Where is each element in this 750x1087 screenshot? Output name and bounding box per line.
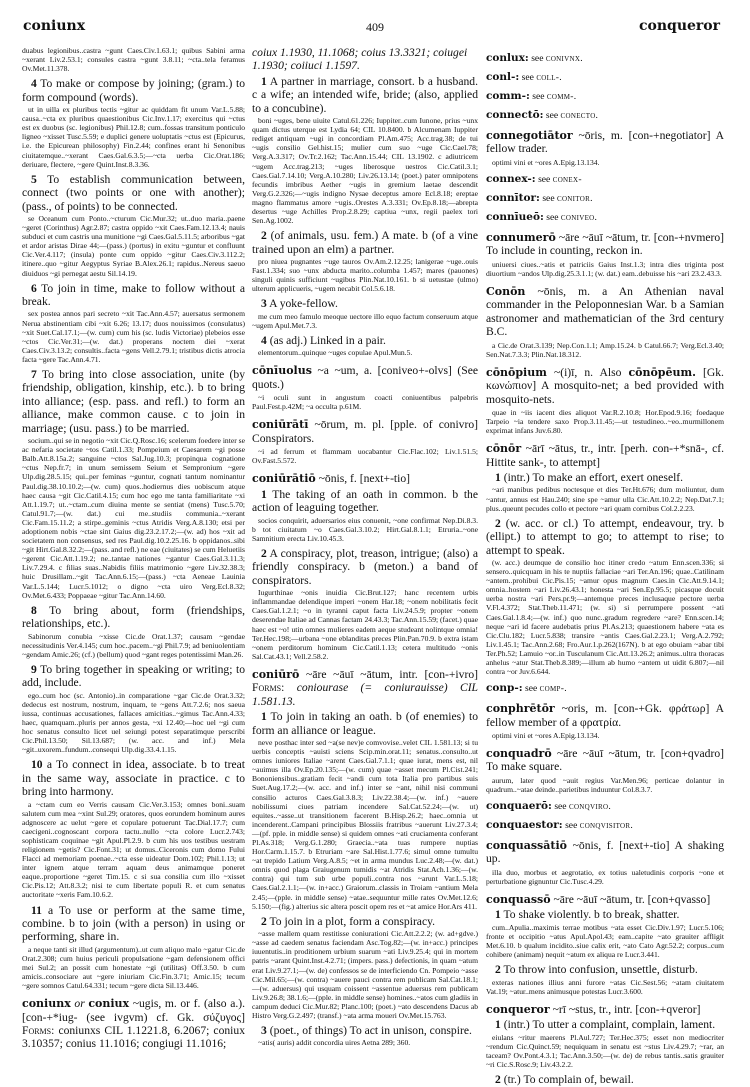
headword: coniūrātiō [252,472,316,486]
headword-variant: coniux [88,997,130,1011]
sense-definition: 7 To bring into close association, unite (by friendship, obligation, kinship, etc.). b to bring into alliance; (esp. pass. and refl.) to form an alliance, make common cause. c to join in marriage; (usu. pass.) to be married. [22,368,245,435]
entry-conphretor: conphrētōr ~oris, m. [con-+Gk. φράτωρ] A fellow member of a φρατρία. optimi vini et ~ores A.Epig.13.134. [486,702,724,740]
forms: coniunxs CIL 1.1221.8, 6.2067; coniux 3.10357; conius 11.1016; congiugi 11.1016; [22,1024,245,1051]
xref-link[interactable]: conex- [552,173,582,185]
entry-conor: cōnōr ~ārī ~ātus, tr., intr. [perh. con-+*snā-, cf. Hittite sank-, to attempt] 1 (intr.) To make an effort, exert oneself. ~ari manibus pedibus noctesque et dies Ter.Ht.676; dum moliuntur, dum ~antur, annus est Hau.240; sine spe ~amur ulla Cic.Att.10.2.2; Nep.Dat.7.1; plus..queunt pecudes collo et pectore ~ari quam cornibus Col.2.2.23. 2 (w. acc. or cl.) To attempt, endeavour, try. b (ellipt.) to attempt to go; to attempt to rise; to attempt to speak. (w. acc.) deumque de consilio hoc itiner credo ~atum Enn.scen.336; si sensero..quicquam in his te nuptiis fallaciae ~ari Ter.An.196; quae..Catilinam ~antem..prohibui Cic.Pis.15; ~amur opus magnum Caes.in Cic.Att.9.14.1; omnia..hostem ~ari Liv.26.43.1; honesta ~ari Sen.Ep.95.5; picasque docuit uerba nostra ~ari Pers.pr.9;—antemque preces inclusaque pectore uerba V.Fl.4.372; Stat.Theb.11.471; (w. si) si perrumpere possent ~ati Caes.Gal.1.8.4;—(w. inf.) quo nunc..gradum regredere ~are? Enn.scen.14; neque ~ari id facere audebatis prius Pl.As.213; quaestionem habere ~ata es Cic.Clu.182; Lucr.5.838; transire ~antis Caes.Gal.2.23.1; Verg.A.2.792; Liv.1.45.1; Tac.Ann.2.68; Fro.Aur.1.p.262(167N). b at ego obuiam ~abar tibi Ter.Ph.52; Lamuio ~or..in Tusculanum Cic.Att.13.26.2; animus..ultra thoracas anhelus ~atur Stat.Theb.8.389;—illum ab humo ~antem ut uidit 6.807;—nil contra ~or Juv.6.644. [486,442,724,677]
headword: coniunx [22,997,71,1011]
sense-5 [22,173,245,278]
sense-citations: socium..qui se in negotio ~xit Cic.Q.Rosc.16; scelerum foedere inter se ac nefaria societate ~tos Catil.1.33; Pompeium et Caesarem ~gi posse Balb.Att.8.15a.2; sanguine ~ctos Sal.Jug.10.3; propinqua cognatione ~ctus Nep.fr.7; in unum semissem Seium et Sempronium ~gere Ulp.dig.28.5.15; qui..per feminas ~guntur, cognati tantum nominantur Paul.dig.38.10.10.2;—(w. cum) quos..hodiernus dies uobiscum atque haec causa ~git Cic.Catil.4.15; cum hoc ego me tanta familiaritate ~xi Att.1.19.7; ut..~ctam..cum diuina mente se sentiat (mens) Tusc.5.70; Catul.91.7;—(w. dat.) cui me..studiis communia..~xerant Cic.Fam.15.11.2; a stirpe..geminis ~ctus Atridis Verg.A.8.130; etsi per adoptionem nobis ~ctae sint Gaius dig.23.2.17.2;—(w. ad) hos ~xit ad societatem non consensus, sed res Paul.dig.10.2.25.16. b oppidanos..sibi ~git Hirt.Gal.8.32.2;—(pass. and refl.) ne eae (ciuitates) se cum Heluetiis ~gerent Cic.Att.1.19.2; ne..tantae nationes ~gantur Caes.Gal.3.11.3; Liv.7.29.4. c filias suas..Nabidis filiis matrimonio ~gere Liv.32.38.3; huic Drusillam..~git Tac.Ann.6.15;—(pass.) ~cta Aeneae Lauinia Var.L.5.144; Lucr.5.1012; o digno ~cta uiro Verg.Ecl.8.32; Ov.Met.6.433; Poppaeae ~gitur Tac.Ann.14.60. [22,436,245,600]
entry-coniuro: coniūrō ~āre ~āuī ~ātum, intr. [con-+ivro] Forms: coniourase (= coniurauisse) CIL 1.581.13. 1 To join in taking an oath. b (of enemies) to form an alliance or league. neve posthac inter sed ~a(se nev)e comvovise..velet CIL 1.581.13; si tu uerbis conceptis ~auisti sciens Scip.min.orat.11; senatus..consulto..ut omnes iuniores Italiae ~arent Caes.Gal.7.1.1; quae iurat, mens est, nil ~auimus illa Ov.Ep.20.135;—(w. cum) quae ~asset mecum Pl.Cist.241; Bononiensibus..gratiam fecit ~andi cum tota Italia pro partibus suis Suet.Aug.17.2;—(w. acc. and inf.) inter se ~ant, nihil nisi communi consilio acturos Caes.Gal.3.8.3; Liv.22.38.4;—(w. inf.) ~auere nobilissumi ciues patriam incendere Sal.Cat.52.24;—(w. ut) equites..~asse..ut transitionem facerent B.Hisp.26.2; haec..omnia ut incenderent..Campani principibus Blossiis fratribus ~auerunt Liv.27.3.4;—(pf. pple. in middle sense) si quidem omnes ~ati cruciamenta conferant Pl.As.318; Verg.G.1.280; Graecia..~ata tuas rumpere nuptias Hor.Carm.1.15.7. b Etruriam ~are Sal.Hist.1.77.6; simul omne tumultu ~at trepido Latium Verg.A.8.5; ~et in arma mundus Luc.2.48;—(w. dat.) omnis quod plaga Graiugenum tumidis ~at Atridis Stat.Ach.1.36;—(w. contra) qui tum sub urbe populi..contra nos ~arunt Var.L.5.18; Caes.Gal.2.1.1;—(w. in+acc.) Graiorum..classis in Troiam ~antium Mela 2.45;—(pple. in middle sense) ~atae..sequuntur mille rates Ov.Met.12.6; 5.150;—(fig.) alterius sic altera poscit opem res et ~at amice Hor.Ars 411. 2 To join in a plot, form a conspiracy. ~asse mallem quam restitisse coniurationi Cic.Att.2.2.2; (w. ad+gdve.) ~asse ad caedem senatus faciendam Asc.Tog.82;—(w. in+acc.) principes iuuentutis..in proditionem urbium suarum ~ati Liv.9.25.4; qui in mortem patris ~arant Quint.Inst.4.2.71; (impers. pass.) defectionis, in quam ~atum erat Liv.9.27.1;—(w. de) confessos se de interficiendo Cn. Pompeio ~asse Cic.Mil.65;—(w. contra) ~auere pauci contra rem publicam Sal.Cat.18.1;—(w. aduersus) qui usquam coissent ~assentue aduersus rem publicam Liv.9.26.8; 38.1.6;—(pple. in middle sense) homines..~atos cum gladiis in campum deduci Cic.Mur.82; Planc.100; (poet.) ~ato descendens Dacus ab Histro Verg.G.2.497; (transf.) ~ata arma moueri Ov.Met.15.763. 3 (poet., of things) To act in unison, conspire. ~atis( auris) addit concordia uires Aetna 289; 360. [252,667,478,1048]
right-column [486,46,724,1087]
entry-coniunx: coniunx or coniux ~ugis, m. or f. (also a.). [con-+*iug- (see ivgvm) cf. Gk. σύζυγος] Forms: coniunxs CIL 1.1221.8, 6.2067; coniux 3.10357; conius 11.1016; congiugi 11.1016; [22,997,245,1051]
xref-conp: conp-: see comp-. [486,682,567,695]
sense-definition: 6 To join in time, make to follow without a break. [22,281,245,309]
sense-definition: 8 To bring about, form (friendships, relationships, etc.). [22,603,245,631]
headword: coniūrō [252,667,300,681]
grammar: ~ugis, m. or f. (also a.). [132,997,245,1011]
xref-conquaero: conquaerō: see conqviro. [486,800,612,813]
xref-conl: conl-: see coll-. [486,71,562,83]
xref-connitor: connītor: see conitor. [486,191,593,204]
sense-definition: 10 a To connect in idea, associate. b to treat in the same way, associate in practice. c to bring into harmony. [22,758,245,799]
xref-comm: comm-: see comm-. [486,90,577,102]
xref-link[interactable]: conqviro. [568,801,612,813]
coniunx-sense-3: 3 A yoke-fellow. me cum meo famulo meoque uectore illo equo factum conseruum atque ~ugem Apul.Met.7.3. [252,297,478,330]
left-guideword: coniunx [23,18,86,34]
sense-citations: se Oceanum cum Ponto..~cturum Cic.Mur.32; ut..duo maria..paene ~geret (Corinthus) Agr.2.87; castra oppido ~xit Caes.Fam.12.13.4; nauis subduci et cum castris una munitione ~gi Caes.Gal.5.11.5; arboribus ~gat et ardor aristas Dirae 44;—(pass.) (portus) in exitu ~guntur et confluunt Cic.Ver.4.117; (insula) ponte cum oppido ~gitur Caes.Civ.3.112.2; itinere..quo ~gitur Aegyptus Syriae B.Alex.26.1; rapidus..Nereus saeuo diuiduos ~gi pernegat aestu Sil.14.19. [22,213,245,278]
left-column [22,46,245,1053]
sense-11 [22,904,245,991]
entry-connegotiator: connegotiātor ~ōris, m. [con-+negotiator] A fellow trader. optimi vini et ~ores A.Epig.13.134. [486,129,724,167]
forms-continuation: coiux 1.1930, 11.1068; coius 13.3321; coiugei 1.1930; coiiuci 1.1597. [252,46,468,73]
xref-conquaestor: conquaestor: see conqvisitor. [486,819,634,832]
sense-10 [22,758,245,899]
sense-6 [22,282,245,364]
entry-connumero: connumerō ~āre ~āuī ~ātum, tr. [con-+nvmero] To include in counting, reckon in. uniuersi ciues..~atis et patriciis Gaius Inst.1.3; intra dies triginta post diuortium ~andos Ulp.dig.25.3.1.1; (w. dat.) eam..debuisse his ~ari 23.2.43.3. [486,230,725,278]
xref-link[interactable]: conecto. [560,110,599,121]
headword: cōnīuolus [252,364,312,378]
entry-conquasso: conquassō ~āre ~āuī ~ātum, tr. [con+qvasso] 1 To shake violently. b to break, shatter. cum..Apulia..maximis terrae motibus ~ata esset Cic.Div.1.97; Lucr.5.106; fronte et occipitio ~atus Apul.Apol.43; eam..capite ~ato grauiter affligit Met.6.10. b qualum incidito..siue calix erit, ~ato Cato Agr.52.2; corpus..cum cohibere (animam) nequit ~atum ex aliqua re Lucr.3.441. 2 To throw into confusion, unsettle, disturb. exteras nationes illius anni furore ~atas Cic.Sest.56; ~atam ciuitatem Vat.19; ~atur..mens animusque potestas Lucr.3.600. [486,893,724,996]
sense-citations: Sabinorum conubia ~xisse Cic.de Orat.1.37; causam ~gendae necessitudinis Ver.4.145; cum hoc..pacem..~gi Phil.7.9; ad beniuolentiam ~gendam Amic.26; (cf.) (bellum) quod ~gant reges potentissimi Man.26. [22,631,245,659]
sense-8 [22,604,245,659]
xref-conlux: conlux: see conivnx. [486,52,583,64]
coniunx-sense-4: 4 (as adj.) Linked in a pair. elementorum..quinque ~uges copulae Apul.Mun.5. [258,333,413,358]
coniunx-sense-2: 2 (of animals, usu. fem.) A mate. b (of a vine trained upon an elm) a partner. pro niuea pugnantes ~uge tauros Ov.Am.2.12.25; lanigerae ~uge..ouis Fast.1.334; suo ~unx abducta marito..columba 1.457; mares (pauones) singuli quinis sufficiunt ~ugibus Plin.Nat.10.161. b si uetustae (ulmo) ulterum applicueris, ~ugem necabit Col.5.6.18. [252,229,479,294]
entry-conon: Conōn ~ōnis, m. a An Athenian naval commander in the Peloponnesian War. b a Samian astronomer and mathematician of the 3rd century B.C. a Cic.de Orat.3.139; Nep.Con.1.1; Amp.15.24. b Catul.66.7; Verg.Ecl.3.40; Sen.Nat.7.3.3; Plin.Nat.18.312. [486,284,725,359]
sense-citations: a neque tanti sit illud (argumentum)..ut cum aliquo malo ~gatur Cic.de Orat.2.308; cum huius periculi propulsatione ~gam defensionem offici mei Sul.2; an possit cum honestate ~gi (utilitas) Off.3.50. b cum amicis..consociare aut ~gere iniuriam Cic.Fin.3.71; Amic.15; tecum ~gere somnos Catul.64.331; tecum ~gere dicta Sil.13.446. [22,944,245,991]
xref-link[interactable]: conqvisitor. [579,820,634,832]
sense-7 [22,368,245,600]
xref-link[interactable]: coll-. [536,72,562,83]
sense-citations: sex postea annos pari secreto ~xit Tac.Ann.4.57; auersatus sermonem Nerua abstinentiam cibi ~xit 6.26; 13.17; duos nouissimos (consulatus) ~xit Suet.Cal.17.1;—(w. cum) cum his (sc. ludis Victoriae) plebeios esse ~ctos Cic.Ver.31;—(w. dat.) properans noctem diei ~xerat Caes.Civ.3.13.2; consultis..facta ~gens Vell.2.79.1; tristibus dictis atrocia facta ~gere Tac.Ann.4.71. [22,309,245,364]
entry-coniurati: coniūrātī ~ōrum, m. pl. [pple. of conivro] Conspirators. ~i ad ferrum et flammam uocabantur Cic.Flac.102; Liv.1.51.5; Ov.Fast.5.572. [252,418,478,466]
running-head [0,18,750,40]
xref-link[interactable]: conitor. [556,192,593,204]
sense-citations: ut in uilla ex pluribus tectis ~gitur ac quiddam fit unum Var.L.5.88; causa..~cta ex pluribus quaestionibus Cic.Inv.1.17; exercitus qui ~ctus est ex duobus (sc. legionibus) Phil.12.8; cum..fossas transitum ponticulo ligneo ~xisset Tusc.5.59; e duplici genere uoluptatis ~ctus est (Epicurus, i.e. the Epicurean philosophy) Fin.2.44; confines erant hi Senonibus ciuitatemque..~xerant Caes.Gal.6.3.5;—~cta uerba Cic.Orat.186; deriuare, flectere, ~gere Quint.Inst.8.3.36. [22,105,245,169]
sense-citations: ego..cum hoc (sc. Antonio)..in comparatione ~gar Cic.de Orat.3.32; dedecus est nostrum, nostrum, inquam, te ~gens Att.7.2.6; nos saeua iussa, continuas accusationes, fallaces amicitias..~gimus Tac.Ann.4.33; haec, quamquam..pluris per annos gesta, ~xi 12.40;—hoc uel ~gi cum hoc senatus consulto licet uel seiungi potest separatimque perscribi Cic.Phil.13.50; Sil.13.687; (w. acc. and inf.) Mela ~git..uxorem..fundum..consequi Ulp.dig.33.4.1.15. [22,690,245,755]
coniunx-sense-1: 1 A partner in marriage, consort. b a husband. c a wife; an intended wife, bride; (also, applied to a concubine). boni ~uges, bene uiuite Catul.61.226; Iuppiter..cum Iunone, prius ~unx quam dictus uterque est Lydia 64; CIL 10.8400. b Alcumenam Iuppiter rediget antiquam ~ugi in concordiam Pl.Am.475; Acc.trag.38; de tui ~ugis consilio Gel.hist.15; mulier cum suo ~uge Cic.Cael.78; Verg.A.3.317; Ov.Tr.2.162; Tac.Ann.15.44; CIL 13.1902. c adiutricem ~ugem Acc.trag.213; ~uges liberosque uestros Cic.Catil.3.1; Caes.Gal.7.14.10; Verg.A.10.280; Liv.26.13.14; (poet.) pater omnipotens fecundis imbribus Aether ~ugis in gremium laetae descendit Verg.G.2.326;—~ugis indigno Nysae deceptus amore Ecl.8.18; ereptae magno flammatus amore ~ugis..Orestes A.3.331; Ov.Ep.8.18;—abrepta desertus ~uge Achilles Prop.2.8.29; captiua ~unx, regii paelex tori Sen.Ag.1002. [252,74,478,226]
forms-label: Forms: [22,1024,55,1038]
entry-conqueror: conqueror ~rī ~stus, tr., intr. [con-+qveror] 1 (intr.) To utter a complaint, complain, lament. eiulans ~ritur maerens Pl.Aul.727; Ter.Hec.375; esset non mediocriter ~rendum Cic.Quinct.59; nequiquam in senatu est ~stus Liv.4.29.7; ~rar, an taceam? Ov.Pont.4.3.1; Tac.Ann.3.50;—(w. de) de rebus tantis..satis grauiter ~ri Cic.S.Rosc.9; Liv.43.2.2. 2 (tr.) To complain of, bewail. [486,1002,724,1087]
sense-definition: 4 To make or compose by joining; (gram.) to form compound (words). [22,77,245,104]
entry-conopium: cōnōpium ~(i)ī, n. Also cōnōpēum. [Gk. κωνώπιον] A mosquito-net; a bed provided with mosquito-nets. quae in ~iis iacent dies aliquot Var.R.2.10.8; Hor.Epod.9.16; foedaque Tarpeio ~ia tendere saxo Prop.3.11.45;—ut testudineo..~eo..murmillonem exprimat infans Juv.6.80. [486,365,724,436]
xref-connecto: connectō: see conecto. [486,109,599,121]
headword: coniūrātī [252,418,309,432]
entry-coniuolus: cōnīuolus ~a ~um, a. [coniveo+-olvs] (See quots.) ~i oculi sunt in angustum coacti coniuentibus palpebris Paul.Fest.p.42M; ~a occulta p.61M. [252,364,479,412]
xref-link[interactable]: comm-. [546,91,577,102]
sense-definition: 11 a To use or perform at the same time, combine. b to join (with a person) in using or performing, share in. [22,903,245,944]
xref-connex: connex-: see conex- [486,172,582,185]
entry-coniuratio: coniūrātiō ~ōnis, f. [next+-tio] 1 The taking of an oath in common. b the action of leaguing together. socios conquirit, aduersarios eius conuenit, ~one confirmat Nep.Di.8.3. b tot ciuitatum ~o Caes.Gal.3.10.2; Hirt.Gal.8.1.1; Etruria..~one Samnitium erecta Liv.10.45.3. 2 A conspiracy, plot, treason, intrigue; (also) a friendly conspiracy. b (meton.) a band of conspirators. Iugurthinae ~onis inuidia Cic.Brut.127; hanc recentem urbis inflammandae delendique imperi ~onem Har.18; ~onem nobilitatis fecit Caes.Gal.1.2.1; ~o in tyranni caput facta Liv.24.5.9; propter ~onem deserendae Italiae ad Cannas factam 24.43.3; Tac.Ann.15.59; (facet.) quae haec est ~o! utin omnes mulieres eadem aeque studeant nolintque omnia! Ter.Hec.198;—urbana ~one eblanditas preces Plin.Pan.70.9. b extra istam ~onem perditorum hominum Cic.Catil.1.13; cetera multitudo ~onis Sal.Cat.43.1; Vell.2.58.2. [252,472,478,661]
sense-citations: a ~ctam cum eo Verris causam Cic.Ver.3.153; omnes boni..suam salutem cum mea ~xint Sul.29; oratores, quos eorundem hominum aures adgnoscere ac uelut ~gere et copulare potuerunt Tac.Dial.17.7; cum caecigeni..cognoscant corpora tactu..nullo ~cta colore Lucr.2.743; sophisticam coquinae ~git Apul.Pl.2.9. b cum his uos testibus uestram religionem ~getis? Cic.Font.31; ut domus..Ciceronis cum domo Fului Flacci ad memoriam poenae..~cta esse uideatur Dom.102; Phil.1.13; ut inter ignem atque terram aquam deus animamque poneret eaque..proportione ~geret Tim.15. c si sua consilia cum illo ~xisset Cic.Pis.12; Att.8.3.2; nisi te cum libertate populi R. et cum senatus auctoritate ~xeris Fam.10.6.2. [22,799,245,900]
xref-link[interactable]: coniveo. [560,211,598,223]
xref-conniveo: connīueō: see coniveo. [486,210,598,223]
entry-conquadro: conquadrō ~āre ~āuī ~ātum, tr. [con+qvadro] To make square. aurum, later quod ~auit regius Var.Men.96; perticae dolantur in quadrum..~atae deinde..parietibus induuntur Col.8.3.7. [486,747,724,794]
continuation-citation: duabus legionibus..castra ~gunt Caes.Civ.1.63.1; quibus Sabini arma ~xerant Liv.2.53.1; consules castra ~gunt 3.8.11; ~cta..tela feramus Ov.Met.11.378. [22,46,245,74]
right-guideword: conqueror [638,18,720,34]
sense-definition: 9 To bring together in speaking or writing; to add, include. [22,662,245,690]
xref-link[interactable]: conivnx. [545,53,583,64]
sense-4 [22,77,245,168]
middle-column [252,46,478,1052]
entry-conquassatio: conquassātiō ~ōnis, f. [next+-tio] A shaking up. illa duo, morbus et aegrotatio, ex totius ualetudinis corporis ~one et perturbatione gignuntur Cic.Tusc.4.29. [486,839,724,886]
page-number: 409 [366,20,384,34]
sense-definition: 5 To establish communication between, connect (two points or one with another); (pass., of points) to be connected. [22,172,245,213]
etymology: [con-+*iug- (see ivgvm) cf. Gk. σύζυγος] [22,1010,245,1024]
xref-link[interactable]: comp-. [539,683,567,695]
sense-9 [22,663,245,754]
